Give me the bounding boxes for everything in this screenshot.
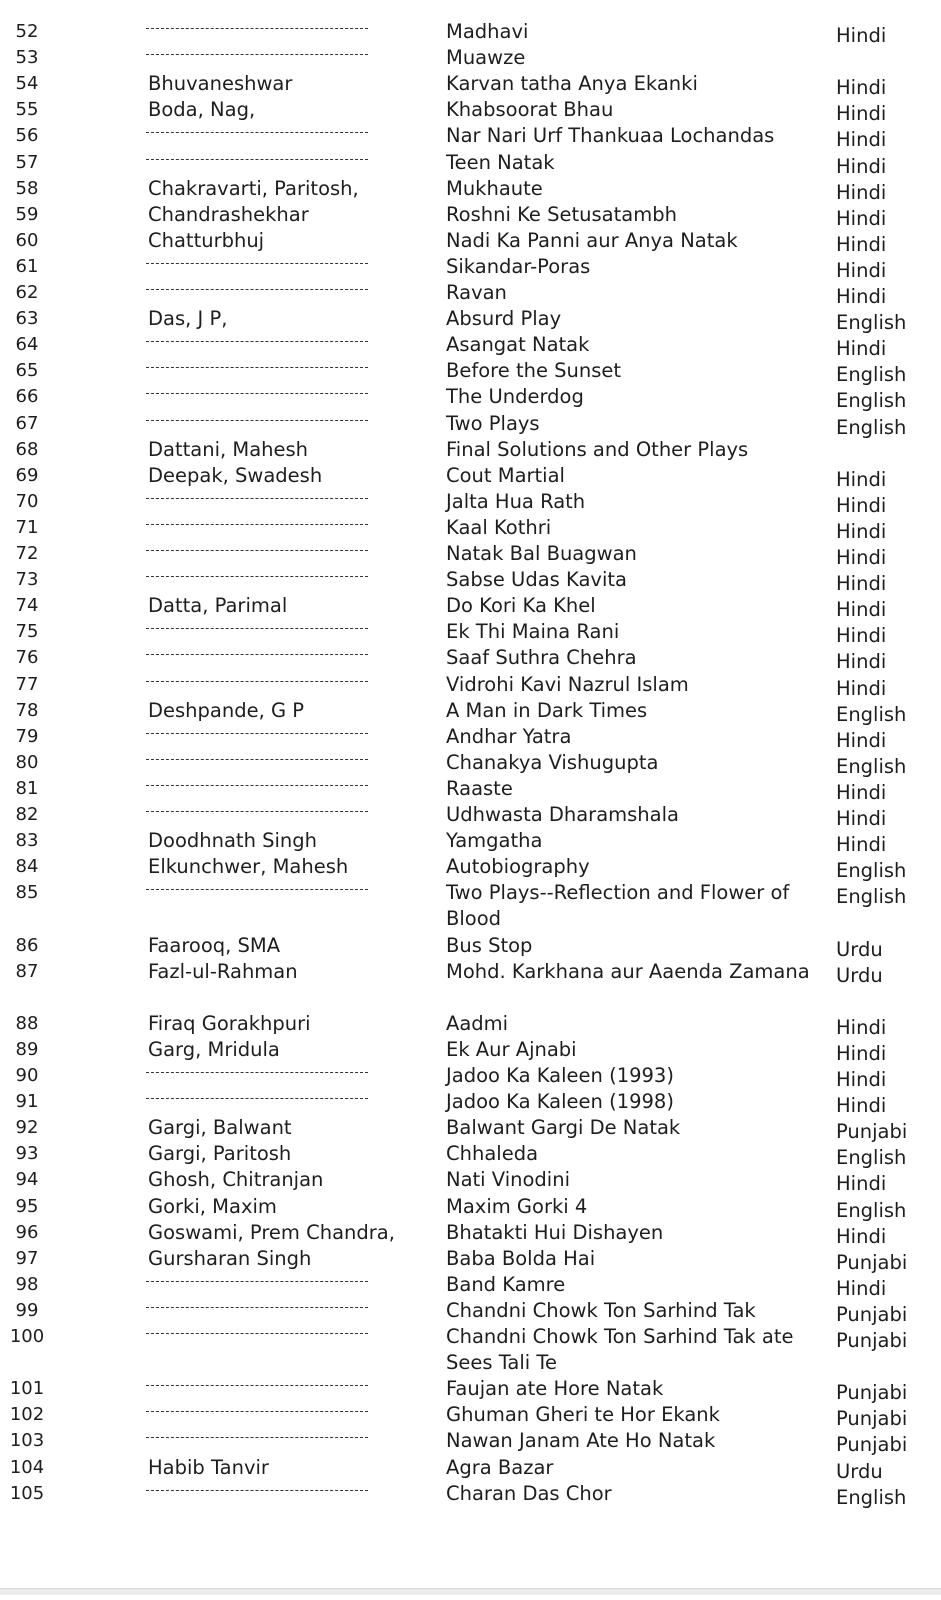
row-number: 82	[15, 804, 39, 825]
author-name: Doodhnath Singh	[148, 829, 318, 853]
catalog-row	[0, 19, 941, 45]
language-label: Hindi	[836, 258, 887, 282]
title-text: Aadmi	[446, 1011, 509, 1035]
language-label: Hindi	[836, 285, 887, 308]
row-number: 86	[15, 934, 39, 956]
catalog-row	[0, 437, 941, 463]
catalog-row	[0, 1246, 941, 1272]
catalog-row	[0, 541, 941, 567]
same-author-dash	[146, 1437, 368, 1438]
author-name: Chatturbhuj	[148, 228, 265, 252]
title-text: Natak Bal Buagwan	[446, 542, 637, 565]
title-text: Charan Das Chor	[446, 1481, 612, 1505]
same-author-dash	[146, 367, 368, 368]
title-text: Maxim Gorki 4	[446, 1194, 588, 1218]
same-author-dash	[146, 341, 368, 342]
language-label: Hindi	[836, 1172, 887, 1196]
title-text: Ek Thi Maina Rani	[446, 620, 620, 644]
row-number: 93	[15, 1143, 39, 1165]
language-label: Hindi	[836, 519, 887, 543]
author-name: Fazl-ul-Rahman	[148, 959, 298, 983]
catalog-row	[0, 384, 941, 413]
row-number: 54	[15, 73, 39, 95]
same-author-dash	[146, 759, 368, 760]
author-name: Garg, Mridula	[148, 1037, 280, 1061]
same-author-dash	[146, 1490, 368, 1491]
language-label: English	[836, 885, 907, 909]
language-label: Urdu	[836, 963, 883, 987]
catalog-row	[0, 1115, 941, 1144]
row-number: 67	[15, 412, 39, 434]
title-text: Nawan Janam Ate Ho Natak	[446, 1429, 716, 1453]
catalog-row	[0, 45, 941, 71]
same-author-dash	[146, 524, 368, 525]
language-label: English	[836, 363, 907, 387]
language-label: Hindi	[836, 572, 887, 596]
row-number: 58	[15, 177, 39, 199]
page-bottom-edge	[0, 1588, 941, 1595]
catalog-row	[0, 567, 941, 596]
row-number: 99	[15, 1299, 39, 1321]
same-author-dash	[146, 1333, 368, 1334]
author-name: Das, J P,	[148, 307, 228, 331]
language-label: Hindi	[836, 728, 887, 752]
language-label: Hindi	[836, 1041, 887, 1065]
author-name: Dattani, Mahesh	[148, 437, 309, 461]
title-text: Chandni Chowk Ton Sarhind Tak ate Sees Tali Te	[446, 1325, 794, 1375]
row-number: 76	[15, 647, 39, 669]
catalog-row	[0, 123, 941, 152]
same-author-dash	[146, 733, 368, 734]
language-label: Hindi	[836, 493, 887, 517]
same-author-dash	[146, 1281, 368, 1282]
row-number: 87	[15, 960, 39, 982]
title-text: Do Kori Ka Khel	[446, 594, 596, 618]
row-number: 89	[15, 1038, 39, 1060]
language-label: Punjabi	[836, 1329, 908, 1352]
title-text: Agra Bazar	[446, 1455, 554, 1479]
title-text: Jalta Hua Rath	[446, 489, 586, 513]
language-label: Hindi	[836, 780, 887, 804]
row-number: 79	[15, 725, 39, 747]
catalog-row	[0, 1376, 941, 1405]
same-author-dash	[146, 1411, 368, 1412]
language-label: Hindi	[836, 180, 887, 204]
catalog-row	[0, 306, 941, 335]
catalog-row	[0, 515, 941, 541]
title-text: Band Kamre	[446, 1272, 566, 1296]
title-text: Mukhaute	[446, 176, 543, 200]
row-number: 101	[9, 1378, 45, 1400]
language-label: Hindi	[836, 1015, 887, 1039]
catalog-row	[0, 97, 941, 126]
title-text: Chanakya Vishugupta	[446, 750, 659, 774]
catalog-row	[0, 672, 941, 698]
catalog-row	[0, 1089, 941, 1118]
language-label: Punjabi	[836, 1433, 908, 1457]
language-label: Punjabi	[836, 1407, 908, 1431]
catalog-row	[0, 724, 941, 750]
language-label: Hindi	[836, 650, 887, 674]
row-number: 71	[15, 516, 39, 538]
catalog-row	[0, 358, 941, 387]
row-number: 74	[15, 595, 39, 617]
title-text: Karvan tatha Anya Ekanki	[446, 72, 698, 96]
row-number: 68	[15, 438, 39, 460]
language-label: English	[836, 1485, 907, 1509]
title-text: Bus Stop	[446, 933, 533, 957]
title-text: Kaal Kothri	[446, 515, 552, 539]
row-number: 57	[15, 151, 39, 173]
row-number: 78	[15, 699, 39, 721]
author-name: Deepak, Swadesh	[148, 463, 323, 487]
row-number: 92	[15, 1117, 39, 1139]
title-text: A Man in Dark Times	[446, 698, 648, 722]
title-text: Madhavi	[446, 20, 529, 43]
title-text: Vidrohi Kavi Nazrul Islam	[446, 672, 689, 696]
title-text: Ghuman Gheri te Hor Ekank	[446, 1403, 720, 1427]
author-name: Habib Tanvir	[148, 1455, 269, 1479]
author-name: Goswami, Prem Chandra,	[148, 1220, 395, 1244]
catalog-row	[0, 254, 941, 280]
title-text: Baba Bolda Hai	[446, 1246, 596, 1270]
catalog-row	[0, 750, 941, 776]
row-number: 104	[9, 1456, 45, 1478]
title-text: Before the Sunset	[446, 359, 622, 383]
row-number: 102	[9, 1404, 45, 1426]
language-label: Hindi	[836, 128, 887, 152]
same-author-dash	[146, 263, 368, 264]
catalog-row	[0, 1011, 941, 1037]
catalog-row	[0, 1220, 941, 1246]
language-label: Hindi	[836, 467, 887, 491]
author-name: Gargi, Balwant	[148, 1116, 292, 1140]
row-number: 64	[15, 334, 39, 356]
same-author-dash	[146, 132, 368, 133]
catalog-row	[0, 150, 941, 176]
title-text: Autobiography	[446, 855, 590, 879]
catalog-row	[0, 1428, 941, 1457]
row-number: 70	[15, 490, 39, 512]
row-number: 85	[15, 882, 39, 904]
catalog-row	[0, 1141, 941, 1170]
language-label: Hindi	[836, 1068, 887, 1091]
row-number: 95	[15, 1195, 39, 1217]
title-text: Ravan	[446, 281, 507, 304]
catalog-row	[0, 698, 941, 724]
catalog-row	[0, 933, 941, 959]
catalog-row	[0, 619, 941, 648]
title-text: Roshni Ke Setusatambh	[446, 202, 677, 226]
catalog-row	[0, 332, 941, 361]
language-label: English	[836, 754, 907, 778]
catalog-row	[0, 1167, 941, 1196]
title-text: Chhaleda	[446, 1142, 539, 1166]
language-label: Punjabi	[836, 1381, 908, 1405]
same-author-dash	[146, 498, 368, 499]
row-number: 91	[15, 1091, 39, 1113]
row-number: 61	[15, 255, 39, 277]
catalog-row	[0, 776, 941, 802]
author-name: Gursharan Singh	[148, 1246, 312, 1270]
language-label: English	[836, 1198, 907, 1222]
row-number: 97	[15, 1247, 39, 1269]
row-number: 55	[15, 99, 39, 121]
catalog-row	[0, 1324, 941, 1376]
catalog-row	[0, 411, 941, 437]
catalog-row	[0, 1455, 941, 1481]
author-name: Gargi, Paritosh	[148, 1142, 292, 1166]
language-label: Hindi	[836, 598, 887, 622]
same-author-dash	[146, 550, 368, 551]
catalog-row	[0, 71, 941, 100]
title-text: Khabsoorat Bhau	[446, 98, 614, 122]
catalog-row	[0, 1063, 941, 1089]
language-label: English	[836, 702, 907, 726]
row-number: 105	[9, 1482, 45, 1504]
catalog-row	[0, 880, 941, 932]
title-text: Jadoo Ka Kaleen (1998)	[446, 1090, 674, 1114]
title-text: Ek Aur Ajnabi	[446, 1037, 577, 1061]
title-text: Jadoo Ka Kaleen (1993)	[446, 1064, 674, 1087]
author-name: Datta, Parimal	[148, 594, 288, 618]
author-name: Faarooq, SMA	[148, 933, 281, 957]
language-label: Punjabi	[836, 1302, 908, 1326]
same-author-dash	[146, 54, 368, 55]
language-label: Hindi	[836, 232, 887, 256]
same-author-dash	[146, 1098, 368, 1099]
title-text: Two Plays--Reflection and Flower of Blood	[446, 881, 790, 931]
title-text: Sabse Udas Kavita	[446, 568, 627, 592]
row-number: 53	[15, 47, 39, 69]
author-name: Chakravarti, Paritosh,	[148, 176, 359, 200]
row-number: 52	[15, 21, 39, 42]
language-label: Hindi	[836, 102, 887, 126]
language-label: English	[836, 1146, 907, 1170]
same-author-dash	[146, 654, 368, 655]
author-name: Ghosh, Chitranjan	[148, 1168, 324, 1192]
row-number: 63	[15, 308, 39, 330]
title-text: Mohd. Karkhana aur Aaenda Zamana	[446, 959, 810, 983]
row-number: 66	[15, 386, 39, 408]
same-author-dash	[146, 393, 368, 394]
author-name: Bhuvaneshwar	[148, 72, 293, 96]
title-text: Balwant Gargi De Natak	[446, 1116, 681, 1140]
language-label: Hindi	[836, 206, 887, 230]
language-label: Hindi	[836, 624, 887, 648]
same-author-dash	[146, 576, 368, 577]
row-number: 103	[9, 1430, 45, 1452]
catalog-row	[0, 959, 941, 1011]
row-number: 83	[15, 830, 39, 852]
row-number: 75	[15, 621, 39, 643]
row-number: 60	[15, 229, 39, 251]
language-label: Punjabi	[836, 1250, 908, 1274]
row-number: 88	[15, 1012, 39, 1034]
author-name: Chandrashekhar	[148, 202, 309, 226]
catalog-row	[0, 1402, 941, 1431]
language-label: Hindi	[836, 546, 887, 569]
same-author-dash	[146, 785, 368, 786]
same-author-dash	[146, 28, 368, 29]
language-label: Urdu	[836, 1459, 883, 1483]
author-name: Elkunchwer, Mahesh	[148, 855, 349, 879]
row-number: 73	[15, 569, 39, 591]
catalog-row	[0, 1037, 941, 1063]
same-author-dash	[146, 1385, 368, 1386]
title-text: Teen Natak	[446, 150, 555, 174]
title-text: Yamgatha	[446, 829, 543, 853]
title-text: Muawze	[446, 46, 526, 70]
language-label: English	[836, 415, 907, 439]
catalog-row	[0, 828, 941, 857]
title-text: Udhwasta Dharamshala	[446, 803, 679, 826]
language-label: Urdu	[836, 937, 883, 961]
row-number: 98	[15, 1273, 39, 1295]
catalog-row	[0, 1481, 941, 1507]
language-label: Hindi	[836, 676, 887, 700]
title-text: Bhatakti Hui Dishayen	[446, 1220, 664, 1244]
catalog-row	[0, 202, 941, 228]
language-label: Punjabi	[836, 1120, 908, 1144]
catalog-row	[0, 802, 941, 828]
title-text: Two Plays	[446, 411, 540, 435]
row-number: 62	[15, 282, 39, 303]
catalog-row	[0, 280, 941, 306]
title-text: Chandni Chowk Ton Sarhind Tak	[446, 1298, 756, 1322]
row-number: 65	[15, 360, 39, 382]
row-number: 56	[15, 125, 39, 147]
row-number: 69	[15, 464, 39, 486]
catalog-row	[0, 1272, 941, 1298]
author-name: Deshpande, G P	[148, 698, 305, 722]
row-number: 81	[15, 777, 39, 799]
catalog-row	[0, 645, 941, 674]
language-label: Hindi	[836, 833, 887, 857]
catalog-row	[0, 176, 941, 202]
catalog-row	[0, 593, 941, 622]
language-label: Hindi	[836, 76, 887, 100]
row-number: 72	[15, 543, 39, 564]
title-text: Saaf Suthra Chehra	[446, 646, 637, 670]
catalog-row	[0, 1298, 941, 1324]
language-label: Hindi	[836, 1276, 887, 1300]
row-number: 96	[15, 1221, 39, 1243]
language-label: Hindi	[836, 1224, 887, 1248]
language-label: Hindi	[836, 337, 887, 361]
catalog-row	[0, 854, 941, 883]
catalog-row	[0, 1194, 941, 1220]
same-author-dash	[146, 159, 368, 160]
author-name: Boda, Nag,	[148, 98, 256, 122]
row-number: 84	[15, 856, 39, 878]
same-author-dash	[146, 420, 368, 421]
same-author-dash	[146, 628, 368, 629]
row-number: 59	[15, 203, 39, 225]
language-label: Hindi	[836, 1094, 887, 1118]
title-text: Nar Nari Urf Thankuaa Lochandas	[446, 124, 775, 148]
language-label: English	[836, 859, 907, 883]
title-text: Raaste	[446, 776, 513, 800]
row-number: 94	[15, 1169, 39, 1191]
title-text: Nati Vinodini	[446, 1168, 570, 1192]
language-label: English	[836, 389, 907, 413]
title-text: Cout Martial	[446, 463, 565, 487]
same-author-dash	[146, 681, 368, 682]
title-text: Faujan ate Hore Natak	[446, 1377, 664, 1401]
title-text: Final Solutions and Other Plays	[446, 437, 749, 461]
title-text: Absurd Play	[446, 307, 562, 331]
row-number: 90	[15, 1065, 39, 1086]
language-label: English	[836, 311, 907, 335]
title-text: Sikandar-Poras	[446, 254, 591, 278]
language-label: Hindi	[836, 24, 887, 47]
author-name: Gorki, Maxim	[148, 1194, 277, 1218]
row-number: 80	[15, 751, 39, 773]
catalog-row	[0, 489, 941, 515]
same-author-dash	[146, 289, 368, 290]
catalog-row	[0, 463, 941, 489]
title-text: Andhar Yatra	[446, 724, 572, 748]
title-text: The Underdog	[446, 385, 584, 409]
same-author-dash	[146, 1072, 368, 1073]
language-label: Hindi	[836, 154, 887, 178]
same-author-dash	[146, 889, 368, 890]
catalog-row	[0, 228, 941, 254]
same-author-dash	[146, 811, 368, 812]
author-name: Firaq Gorakhpuri	[148, 1011, 311, 1035]
title-text: Nadi Ka Panni aur Anya Natak	[446, 228, 738, 252]
language-label: Hindi	[836, 807, 887, 830]
row-number: 77	[15, 673, 39, 695]
same-author-dash	[146, 1307, 368, 1308]
row-number: 100	[9, 1326, 45, 1347]
title-text: Asangat Natak	[446, 333, 590, 357]
